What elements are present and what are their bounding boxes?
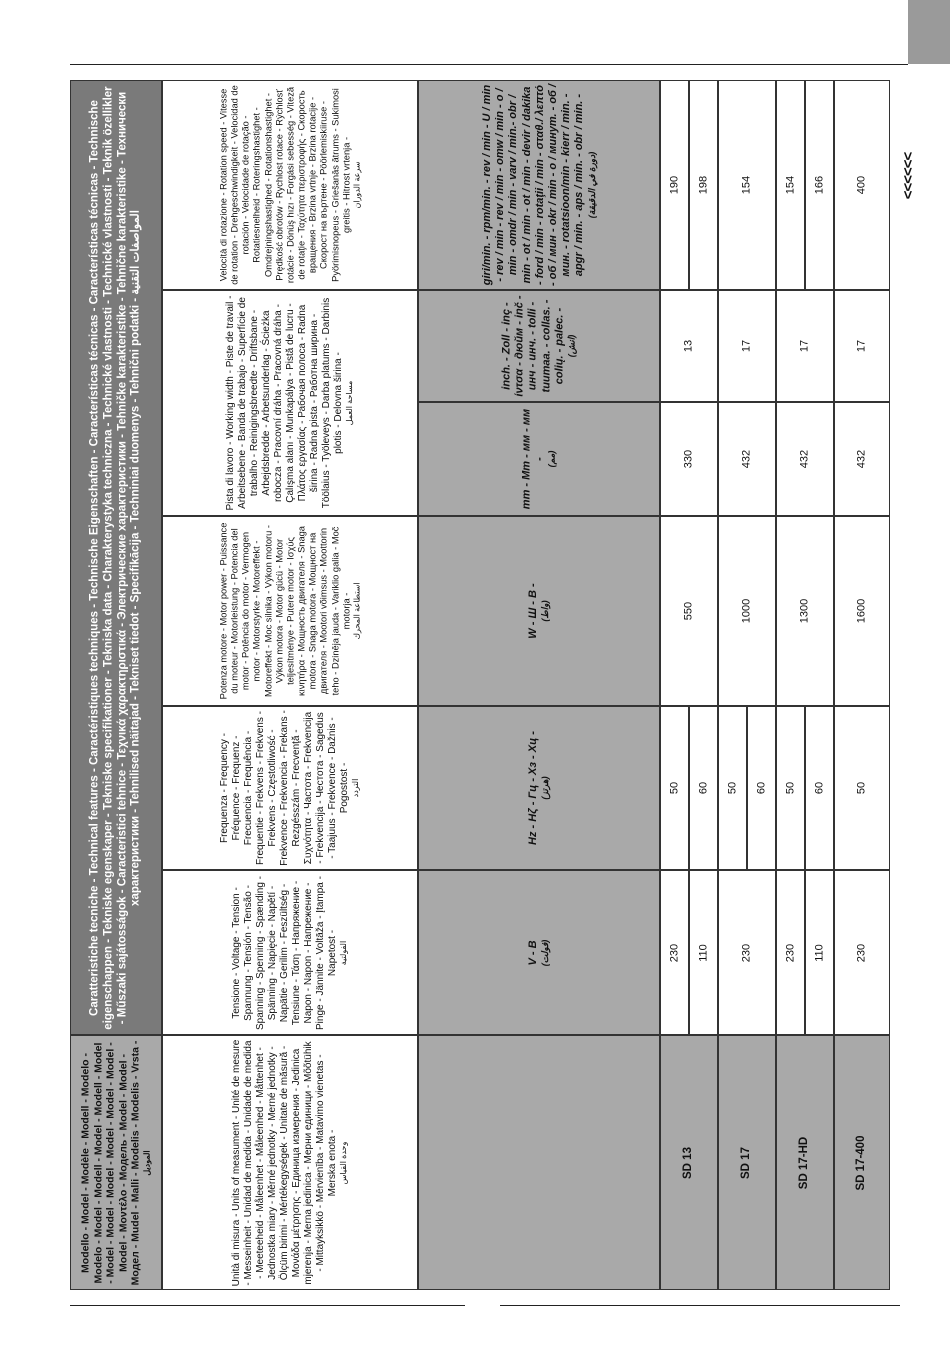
value: 190: [667, 175, 680, 195]
width-inch-value-text: [740, 294, 753, 398]
rotation-speed-unit: [418, 80, 660, 290]
unit: mm - Mm - мм - мм -: [520, 408, 546, 510]
power-value: [834, 516, 890, 706]
unit: giri/min. - rpm/min. - rev / min - U / min - rev / min - rev / min - omw / min - o / min - omdr / min - varv / min.- obr / min - ot / min - ot / min - devir / dakika - ford / min - rotaţii / min - σταθ./ λεπτό - об / мин - okr / min - o / минут. - об / мин. - rotatsioon/min - kierr / min. - apgr / min. - aps / min. - obr / min. -: [480, 84, 586, 286]
model: SD 17-HD: [798, 1136, 811, 1189]
unit: V - B: [527, 939, 540, 966]
value: 400: [855, 175, 868, 195]
speed-value: [660, 80, 689, 290]
width-inch-value-text: [798, 294, 811, 398]
frequency-value: [805, 706, 834, 870]
voltage-value: [805, 870, 834, 1035]
model-header: Modello - Model - Modèle - Modell - Modelo - Modelo - Model - Modell - Model - Modell - Model - Model - Model - Model - Model - Model - Model - Model - Μοντέλο - Модель - Model - Model - Модел - Mudel - Malli - Modelis - Modelis - Vrsta -: [79, 1040, 143, 1285]
speed-value-text: [855, 84, 868, 286]
voltage-unit: [418, 870, 660, 1035]
label: Tensione - Voltage - Tension - Spannung - Tensión - Tensão - Spanning - Spenning - Spænding - Spänning - Napięcie - Napětí - Napätie - Gerilim - Feszültség - Tensiune - Τάση - Напряжение - Napon - Napon - Напрежение - Pinge - Jännite - Voltāža - Įtampa - Napetost -: [231, 875, 339, 1030]
model: SD 17: [740, 1146, 753, 1179]
value: 154: [783, 175, 796, 195]
voltage-value: [660, 870, 689, 1035]
rotation-speed-label: [162, 80, 418, 290]
voltage-value-text: [740, 874, 753, 1031]
width-mm-value-text: [682, 406, 695, 512]
width-inch-value: [660, 290, 718, 402]
unit-ar: (مم): [546, 450, 557, 468]
speed-value-text: [668, 84, 681, 286]
frequency-value-text: [784, 710, 797, 866]
unit-ar: (فولت): [540, 939, 551, 966]
power-unit-text: [527, 520, 551, 702]
width-inch-value: [834, 290, 890, 402]
value: 13: [682, 339, 695, 353]
speed-value: [776, 80, 805, 290]
width-mm-value: [776, 402, 834, 516]
label-ar: سرعة الدوران: [352, 161, 362, 209]
value: 198: [696, 175, 709, 195]
power-value: [776, 516, 834, 706]
width-mm-value: [834, 402, 890, 516]
bottom-rule-right: [500, 1305, 900, 1306]
value: 50: [667, 781, 680, 795]
value: 230: [740, 943, 753, 962]
value: 60: [812, 781, 825, 795]
model: SD 13: [682, 1146, 695, 1179]
unit: W - Ш - В -: [527, 583, 540, 639]
label-ar: مساحة العمل: [345, 380, 355, 426]
value: 550: [682, 601, 695, 621]
width-inch-value-text: [855, 294, 868, 398]
width-mm-unit: [418, 402, 660, 516]
speed-value: [689, 80, 718, 290]
voltage-value-text: [855, 874, 868, 1031]
frequency-unit: [418, 706, 660, 870]
units-ar: وحدة القياس: [339, 1141, 349, 1184]
value: 432: [798, 449, 811, 469]
value: 50: [855, 781, 868, 795]
value: 50: [783, 781, 796, 795]
power-value: [718, 516, 776, 706]
voltage-value-text: [784, 874, 797, 1031]
unit-ar: (واط): [540, 600, 551, 622]
frequency-value-text: [697, 710, 710, 866]
power-unit: [418, 516, 660, 706]
value: 50: [725, 781, 738, 795]
value: 60: [696, 781, 709, 795]
voltage-value: [776, 870, 805, 1035]
working-width-label-text: [225, 294, 355, 512]
label-ar: الفولتية: [339, 940, 349, 965]
label-ar: التردد: [351, 778, 361, 798]
label-ar: استطاعة المحرك: [352, 582, 362, 640]
unit: Hz - Hζ - Гц - Хз - Хц -: [527, 731, 540, 845]
value: 154: [740, 175, 753, 195]
label: Velocità di rotazione - Rotation speed - Vitesse de rotation - Drehgeschwindigkeit - Velocidad de rotación - Velocidade de rotação - Rotatiesnelheid - Roteringshastighet - Omdrejningshastighed - Rotationshastighet - Prędkość obrotów - Rychlost rotace - Rýchlosť rotácie - Dönüş hızı - Forgási sebesség - Viteză de rotaţie - Ταχύτητα περιστροφής - Скорость вращения - Brzina vrtnje - Brzina rotacije - Скорост на въртене - Pöörlemiskiiruse - Pyörimisnopeus - Griešanās ātrums - Sukimosi greitis - Hitrost vrtenja -: [218, 85, 351, 285]
frequency-value: [689, 706, 718, 870]
voltage-value-text: [697, 874, 710, 1031]
model: SD 17-400: [855, 1135, 868, 1190]
width-inch-value: [776, 290, 834, 402]
model-name: [834, 1035, 890, 1290]
voltage-label-text: [231, 874, 349, 1031]
bottom-rule-left: [70, 1305, 465, 1306]
frequency-value-text: [726, 710, 739, 866]
technical-features-header-text: [88, 84, 143, 1031]
units-header: [162, 1035, 418, 1290]
model-name: [660, 1035, 718, 1290]
frequency-value-text: [813, 710, 826, 866]
width-mm-unit-text: [520, 406, 557, 512]
header-title: Caratteristiche tecniche - Technical features - Caractéristiques techniques - Technische Eigenschaften - Características técnicas - Características técnicas - Technische eigenschappen - Tekniske egenskaper - Tekniske specifikationer - Tekniska data - Charakterystyka techniczna - Technické vlastnosti - Technické vlastnosti - Teknik özellikler - Műszaki sajátosságok - Caracteristici tehnice - Τεχνικά χαρακτηριστικά - Электрические характеристики - Tehničke karakteristike - Tehnične karakteristike - Технически характеристики - Tehnilised näitajad - Tekniset tiedot - Specifikācija - Techniniai duomenys - Tehnični podatki - المواصفات التقنية: [88, 85, 142, 1030]
frequency-unit-text: [527, 710, 551, 866]
value: 1300: [798, 598, 811, 624]
power-value-text: [682, 520, 695, 702]
speed-value: [834, 80, 890, 290]
unit: inch. - Zoll - inç - ίντσα - дюйм - inč - инч - инч. - tolli - tuumaa. - collas. - colių. - palec. -: [500, 295, 566, 397]
value: 330: [682, 449, 695, 469]
value: 230: [667, 943, 680, 962]
spec-sheet: [70, 80, 890, 1290]
speed-value-text: [740, 84, 753, 286]
unit-ar: (دورة في الدقيقة): [586, 151, 597, 219]
value: 17: [740, 339, 753, 353]
width-inch-value-text: [682, 294, 695, 398]
value: 1000: [740, 598, 753, 624]
value: 17: [855, 339, 868, 353]
units-spacer: [418, 1035, 660, 1290]
voltage-label: [162, 870, 418, 1035]
technical-features-header: [70, 80, 162, 1035]
working-width-label: [162, 290, 418, 516]
voltage-value: [689, 870, 718, 1035]
power-value-text: [855, 520, 868, 702]
voltage-value: [834, 870, 890, 1035]
value: 60: [754, 781, 767, 795]
value: 230: [783, 943, 796, 962]
model-header-cell: [70, 1035, 162, 1290]
unit-ar: (انش): [566, 334, 577, 358]
width-mm-value: [660, 402, 718, 516]
model-name-text: [798, 1039, 812, 1286]
value: 17: [798, 339, 811, 353]
units: Unità di misura - Units of measument - Unité de mesure - Messeinheit - Unidad de medida - Unidade de medida - Meeteeheid - Måleenhet - Måleenhed - Måttenhet - Jednostka miary - Měrné jednotky - Merné jednotky - Ölçüm birimi - Mértékegységek - Unitate de măsură - Μονάδα μέτρησης - Единица измерения - Jedinica mjerenja - Merna jedinica - Мерни единици - Mõõtühik - Mittayksikkö - Mērvienība - Matavimo vienetas - Merska enota -: [231, 1039, 339, 1286]
speed-value-text: [697, 84, 710, 286]
frequency-value: [834, 706, 890, 870]
voltage-value-text: [668, 874, 681, 1031]
model-header-cell-text: [80, 1039, 153, 1286]
model-name-text: [740, 1039, 754, 1286]
label: Potenza motore - Motor power - Puissance du moteur - Motorleistung - Potencia del motor - Potência do motor - Vermogen motor - Motorstyrke - Motoreffekt - Motoreffekt - Moc silnika - Výkon motoru - Výkon motora - Motor gücü - Motor teljesítménye - Putere motor - Ισχύς κινητήρα - Мощность двигателя - Snaga motora - Snaga motora - Мощност на двигателя - Mootori võimsus - Moottorin teho - Dzinēja jauda - Variklio galia - Moč motorja -: [218, 522, 351, 700]
value: 110: [696, 943, 709, 962]
power-value-text: [798, 520, 811, 702]
model-name-text: [855, 1039, 869, 1286]
model-name: [718, 1035, 776, 1290]
frequency-label: [162, 706, 418, 870]
frequency-label-text: [219, 710, 361, 866]
frequency-value: [718, 706, 747, 870]
voltage-unit-text: [527, 874, 551, 1031]
power-value-text: [740, 520, 753, 702]
voltage-value-text: [813, 874, 826, 1031]
model-name-text: [682, 1039, 696, 1286]
value: 432: [740, 449, 753, 469]
units-header-text: [231, 1039, 349, 1286]
top-rule: [70, 64, 908, 65]
motor-power-label-text: [218, 520, 361, 702]
speed-value: [718, 80, 776, 290]
next-page-arrows[interactable]: >>>>>>: [899, 151, 917, 199]
value: 166: [812, 175, 825, 195]
width-mm-value-text: [740, 406, 753, 512]
width-inch-unit: [418, 290, 660, 402]
voltage-value: [718, 870, 776, 1035]
speed-value-text: [784, 84, 797, 286]
value: 230: [855, 943, 868, 962]
width-mm-value-text: [855, 406, 868, 512]
width-inch-value: [718, 290, 776, 402]
frequency-value-text: [855, 710, 868, 866]
width-mm-value-text: [798, 406, 811, 512]
label: Frequenza - Frequency - Fréquence - Frequenz - Frecuencia - Frequência - Frequentie - Frekvens - Frekvens - Frekvens - Częstotliwość - Frekvence - Frekvencia - Frekans - Rezgésszám - Frecvenţă - Συχνότητα - Частота - Frekvencija - Frekvencija - Честота - Sagedus - Taajuus - Frekvence - Dažnis - Pogostost -: [219, 710, 351, 866]
width-mm-value: [718, 402, 776, 516]
frequency-value: [660, 706, 689, 870]
motor-power-label: [162, 516, 418, 706]
value: 432: [855, 449, 868, 469]
rotation-speed-unit-text: [481, 84, 597, 286]
frequency-value: [747, 706, 776, 870]
label: Pista di lavoro - Working width - Piste de travail - Arbeitsebene - Banda de trabajo - Superfície de trabalho - Reinigingsbreedte - Driftsbane - Arbejdsbredde - Arbetsunderlag - Ścieżka robocza - Pracovní dráha - Pracovná dráha - Çalışma alanı - Munkapálya - Pistă de lucru - Πλάτος εργασίας - Рабочая полоса - Radna širina - Radna pista - Работна ширина - Töölaius - Työleveys - Darba platums - Darbinis plotis - Delovna širina -: [225, 295, 345, 511]
frequency-value-text: [755, 710, 768, 866]
section-tab: [908, 0, 950, 64]
width-inch-unit-text: [501, 294, 578, 398]
speed-value: [805, 80, 834, 290]
value: 1600: [855, 598, 868, 624]
model-header-ar: الموديل: [142, 1149, 152, 1176]
power-value: [660, 516, 718, 706]
frequency-value: [776, 706, 805, 870]
model-name: [776, 1035, 834, 1290]
frequency-value-text: [668, 710, 681, 866]
speed-value-text: [813, 84, 826, 286]
unit-ar: (هرتز): [540, 776, 551, 800]
rotation-speed-label-text: [218, 84, 361, 286]
value: 110: [812, 943, 825, 962]
